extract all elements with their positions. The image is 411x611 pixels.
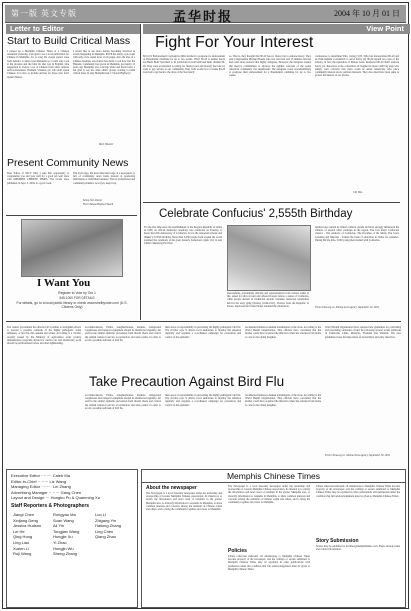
masthead-edition: 第一版 英文专版 <box>11 9 77 18</box>
staff-role-row: Advertising Manager ········ Gang Chen <box>11 489 82 495</box>
flu-credit: From China.org.cn, Xinhua News agency, September 30, 2004 <box>325 454 390 457</box>
flu-headline: Take Precaution Against Bird Flu <box>89 374 285 389</box>
confucius-headline: Celebrate Confucius' 2,555th Birthday <box>159 208 353 220</box>
community-signature: Kenny Yeh, Pastor <box>83 199 103 202</box>
critical-mass-signature: Brett Wheeler <box>99 143 114 146</box>
community-signature-affiliation: First Chinese Baptist Church <box>83 203 114 206</box>
staff-name: Lei He <box>13 528 25 534</box>
confucius-col1: For the first time since the establishment of the People's Republic of China in 1949, an official memorial ceremony was conducted on Tuesday to honor the birth anniversary of Confucius. It was the renowned scholar and thinker's 2,555th birthday. More than 3,000 people from around the world attended the ceremony at the great master's hometown, Qufu City in east China's Shandong Province. <box>144 226 222 246</box>
staff-name: Yi Zhao <box>53 539 67 545</box>
newspaper-info-box <box>141 469 406 608</box>
confucius-col3: spiritual ties centred in China's cultural system and have strongly influenced the cultures of several other countries in the region. The four major Confucian classics - The Analects of Confucius, The Doctrine of the Mean, The Great Learning and Mencius - formed the basis of education in China for centuries. During his life time, 3,000 young men studied with Confucius. <box>315 226 399 242</box>
masthead <box>5 5 406 23</box>
about-heading: About the newspaper <box>146 485 197 491</box>
masthead-title: 孟华时报 <box>173 9 234 24</box>
policies-text-cont: Unless otherwise indicated, all submissions to Memphis Chinese Times become property of the newspaper, and the writings or stories submitted to Memphis Chinese Times may be reprinted in other publications with permission under the condition that full acknowledgement must be given to Memphis Chinese Times. <box>316 485 400 498</box>
policies-heading: Policies <box>228 548 247 554</box>
staff-name: Ling Chen <box>95 528 114 534</box>
confucius-statue-image <box>227 225 311 291</box>
flu-col4: documented human-to-human transmission of the virus. According to the World Health Organization, Thai officials have concluded that the mother could have acquired the infection when she returned from home to care for her dying daughter. <box>245 326 321 339</box>
flu-col3b: their areas of responsibility in preventing the highly pathogenic bird flu. The circular says 'it directs local authorities to monitor the situation regularly and organize a coordinated campaign for prevention and control of the epidemic.' <box>165 394 241 407</box>
left-rule <box>6 215 137 216</box>
staff-name: Qing Hong <box>13 534 33 540</box>
poster-title: I Want You <box>37 277 91 289</box>
staff-photo-heading: Staff Reporters & Photographers <box>11 503 90 509</box>
flu-col2: accommodations. Farms, slaughterhouses, markets, refrigerated warehouses and transport equipment should be disinfected regularly. All staff in the animal epidemic prevention field should check and control the animal transport service at production and sales points, in order to avoid a possible outbreak of bird flu. <box>85 326 161 342</box>
staff-name: Suan Wang <box>53 517 74 523</box>
flu-col3: their areas of responsibility in preventing the highly pathogenic bird flu. The circular says 'it directs local authorities to monitor the situation regularly and organize a coordinated campaign for prevention and control of the epidemic.' <box>165 326 241 339</box>
staff-role-row: Editor-in-Chief ········ Liz Wang <box>11 478 66 484</box>
staff-name: Tongjian Wang <box>53 528 80 534</box>
policies-text: Unless otherwise indicated, all submissions to Memphis Chinese Times become property of the newspaper, and the writings or stories submitted to Memphis Chinese Times may be reprinted in other publications with permission under the condition that full acknowledgement must be given to Memphis Chinese Times. <box>228 555 310 571</box>
staff-names-col-a <box>13 512 51 557</box>
interest-signature: S.B. Woo <box>353 191 363 194</box>
staff-name: Sheng Zhang <box>53 551 78 557</box>
poster-details: For details, go to a local public library or check www.shelbyvote.com (U.S. Citizens Only) <box>16 301 128 310</box>
confucius-credit: From china.org.cn, Xinhua news agency, September 29, 2004 <box>315 306 379 309</box>
uncle-sam-poster-image <box>21 219 123 277</box>
staff-name: Hongjie Xu <box>53 534 73 540</box>
community-headline: Present Community News <box>7 157 129 169</box>
letter-section-bar: Letter to Editor <box>6 24 141 34</box>
staff-name: Ruji Wang <box>13 551 32 557</box>
staff-name: Xinjiang Deng <box>13 517 38 523</box>
staff-name: Zhigang Yin <box>95 517 117 523</box>
staff-name: Ali Yin <box>53 523 65 529</box>
community-col1: Dear Editor of MCT: May I take this opportunity to congratulate you and your staff for a good job well done with MEMPHIS CHINESE TIMES. The recent issue published on Sept. 3, 2004, is a good work. <box>7 172 69 185</box>
about-text: The Newspaper is a local biweekly newspaper under the leadership and sponsorship of Greater Memphis Chinese Association. Its mission is to satisfy the information and news need of residents in the greater Memphis area, to diversify information to residents in Memphis, to share common interests and concerns among the residents of Chinese origin and others, and to bring the community together and closer to Memphis. <box>146 492 222 512</box>
staff-box <box>6 469 138 608</box>
poster-caption: Register to Vote by Oct 1 <box>58 291 96 295</box>
interest-col2: so. That is, they thought that 80-20 has no choice but to endorse Kerry. They sent Congressman Michael Honda who was one hour and 15 minutes late but had come more endorse that highly delegates. However, the delegates sensed that Kerry's commitment to advance the rightful concerns of the Asian American community was insufficient. The delegates voted overwhelmingly to postpone their endorsement for a Presidential candidate for up to two weeks. <box>229 55 311 78</box>
critical-mass-headline: Start to Build Critical Mass <box>7 35 131 47</box>
newspaper-page <box>2 2 409 609</box>
staff-name: Jessica Hudson <box>13 523 42 529</box>
staff-name: Jiangi Chen <box>13 512 35 517</box>
flu-col2b: accommodations. Farms, slaughterhouses, markets, refrigerated warehouses and transport equipment should be disinfected regularly. All staff in the animal epidemic prevention field should check and control the animal transport service at production and sales points, in order to avoid a possible outbreak of bird flu. <box>85 394 161 410</box>
info-box-title: Memphis Chinese Times <box>142 470 405 483</box>
staff-name: Rongyao Ma <box>53 512 76 517</box>
critical-mass-col2: I would like to see more Asians becoming involved in events happening in Memphis. RSVP has many a job event with only a few Asian faces on its pages. Also the idea of a Chinese business association has merit. Look how fast the Hispanic community has grown in Memphis, just barely 15 years ago Memphis was a mostly white and black town. I am glad to see the other ethnic groups starting to build critical mass. If only Memphis had a "Global Highway". <box>73 50 135 76</box>
staff-roles <box>11 473 133 501</box>
staff-role-row: Managing Editor ········ Lei Zhang <box>11 484 71 490</box>
flu-col1: The central government has directed all localities to strengthen efforts to prevent a possible outbreak of the highly pathogenic avian influenza, or bird flu, this autumn and winter. According to a circular recently issued by the Ministry of Agriculture, strict poultry immunization programs should be carried out and monitoring work should be particularized before and after lightheading. <box>7 326 81 346</box>
staff-name: Ling Liao <box>13 539 30 545</box>
staff-name: Luo Li <box>95 512 106 517</box>
staff-name: Hongjin Wu <box>53 545 74 551</box>
interest-col3: conferences to determine Who, voting (3) B. Who has monopolized 80-20 and its Endorsement Convention to serve Kerry (2) 80-20 should not even of the Library, in fact, the reputation of Illinois Gene. Respected 80-20 didn't endorse Kerry yet. Reporters at the convention all laughed in those GOP big wigs who simply can't conceive that there could be Asian Americans who place community interest above partisan interests. They also must have been quite in protect the interest of our parties. <box>315 55 399 78</box>
flu-col4b: documented human-to-human transmission of the virus. According to the World Health Organization, Thai officials have concluded that the mother could have acquired the infection when she returned from home to care for her dying daughter. <box>245 394 321 407</box>
staff-names-col-c <box>95 512 133 540</box>
staff-name: Hailong Zhang <box>95 523 122 529</box>
interest-headline: Fight For Your Interest <box>155 34 314 51</box>
staff-role-row: Executive Editor ········ Caleb Ma <box>11 473 70 478</box>
staff-name: Qiang Zhao <box>95 534 116 540</box>
critical-mass-col1: I picked up a Memphis Chinese Times at a Chinese restaurant yesterday. I am glad to see a local publication for Chinese in Memphis, for so long the closest papers were from Atlanta. I cannot read Mandarin so I could only look at the pictures and the little bit that was in English. One suggestion is I know a lot of Chinese from other cultures such as Indonesia, Thailand, Vietnam, etc. who don't speak Chinese. It is nice to include articles for those who don't speak Chinese. <box>7 50 69 79</box>
staff-role-row: Layout and Design ··· Hongbo Pu & Quanming Xu <box>11 495 100 501</box>
staff-names-col-b <box>53 512 91 557</box>
mid-rule <box>6 321 401 322</box>
confucius-col2: Descendants, government officials and representatives from various walks of life, asked for alive in turn and offered flowers before a statue of Confucius, while people dressed in traditional ancient costumes reenacted ceremonies held in the early Qing Dynasty (1644-1911). Visitors from the Republic of Korea, Japan and the United States attended the celebration. <box>227 292 309 308</box>
masthead-date: 2004 年 10 月 01 日 <box>334 9 400 18</box>
viewpoint-section-bar: View Point <box>143 24 410 34</box>
staff-name: Xueen Li <box>13 545 29 551</box>
about-text-cont: The Newspaper is a local biweekly newspaper under the leadership and sponsorship of Greater Memphis Chinese Association. Its mission is to satisfy the information and news need of residents in the greater Memphis area, to diversify information to residents in Memphis, to share common interests and concerns among the residents of Chinese origin and others, and to bring the community together and closer to Memphis. <box>228 485 310 505</box>
community-col2: The front page, the most important page of a newspaper, is full of community news items instead of promoting individuals or individual business. That is professional and community-minded. Good job, keep it up. <box>73 172 135 185</box>
submission-heading: Story Submission <box>316 538 359 544</box>
interest-col1: 80-0-5% Endorsement Convention 2004 decided to postpone its endorsement of Presidential candidate for up to two weeks. Why? 80-20 is neither Kerry nor Bush. Both 'Switched' to its politicians in both GOP and Dem. distlike 80-20. They were accustomed to eating our funds (votes and money) free but not want to pay service to our community. They both would love to make 80-20 look bad to get back to the days of the 'free lunch'. <box>143 55 225 75</box>
poster-phone: 545-1000 FOR DETAILS <box>59 296 95 300</box>
flu-col5: World Health Organization have released new guidelines for controlling and preventing outbreaks of bird flu following several recent outbreaks in Cambodia, China, Malaysia, Thailand and Vietnam. The new guidelines stress the importance of surveillance and early detection. <box>325 326 401 339</box>
interest-bottom-rule <box>143 202 400 203</box>
submission-text: Stories may be submitted to mctimes@memphistimes.com. Please include name and contact information. <box>316 545 400 552</box>
column-divider <box>140 24 141 320</box>
